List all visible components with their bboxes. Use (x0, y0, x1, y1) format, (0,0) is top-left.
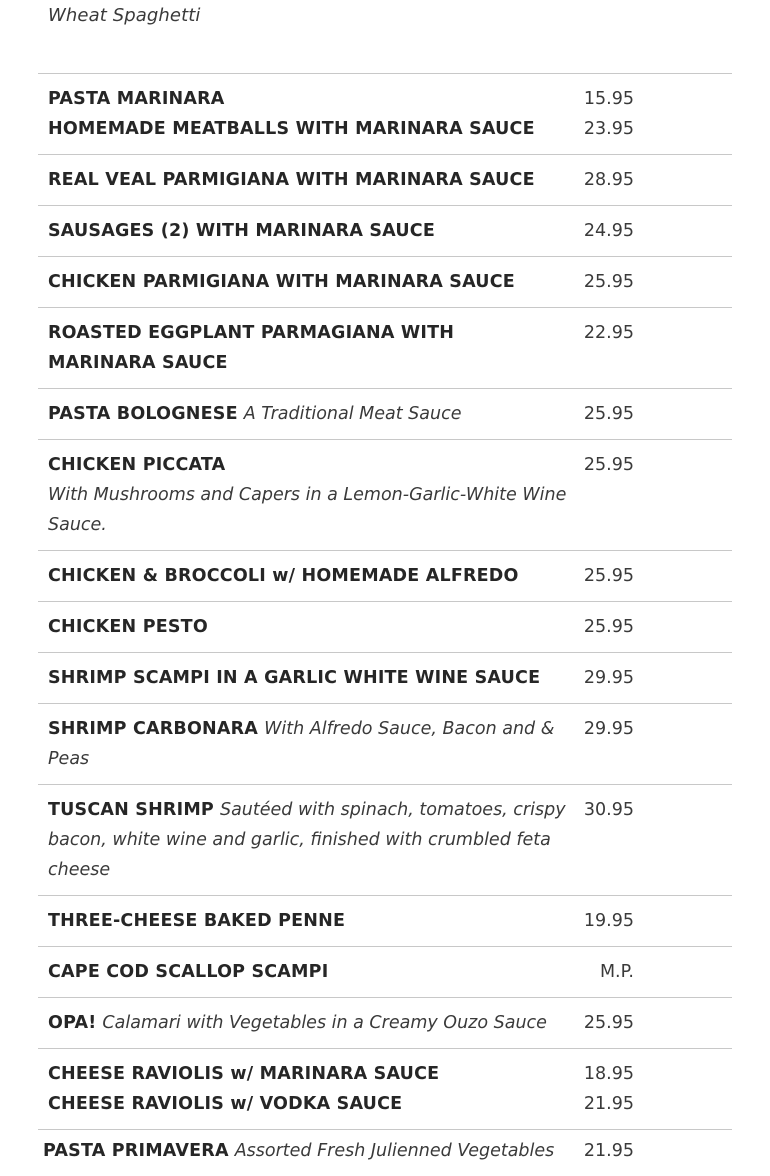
menu-item-description (48, 216, 568, 246)
menu-item (38, 652, 732, 703)
menu-item-description (48, 906, 568, 936)
menu-item-prices (584, 165, 634, 195)
menu-item-line (48, 1059, 568, 1089)
menu-item-line (48, 1089, 568, 1119)
dish-price: 18.95 (583, 1064, 634, 1084)
dish-name: CHICKEN PARMIGIANA WITH MARINARA SAUCE (48, 272, 515, 292)
menu-item-line (48, 165, 568, 195)
dish-name: TUSCAN SHRIMP (48, 800, 214, 820)
dish-note: A Traditional Meat Sauce (243, 404, 462, 424)
menu-item-description (48, 399, 568, 429)
menu-item-description (48, 957, 568, 987)
dish-note: Calamari with Vegetables in a Creamy Ouzo Sauce (102, 1013, 547, 1033)
menu-item-line (48, 663, 568, 693)
dish-name: CHICKEN & BROCCOLI w/ HOMEMADE ALFREDO (48, 566, 519, 586)
menu-item (38, 307, 732, 388)
menu-item-line (48, 906, 568, 936)
menu-item-description (48, 1059, 568, 1119)
dish-note: Assorted Fresh Julienned Vegetables (234, 1141, 555, 1161)
dish-name: CHEESE RAVIOLIS w/ VODKA SAUCE (48, 1094, 403, 1114)
dish-name: CHICKEN PICCATA (48, 455, 226, 475)
dish-price: 21.95 (583, 1141, 634, 1161)
menu-item-line (48, 114, 568, 144)
dish-price: 21.95 (583, 1094, 634, 1114)
dish-price: 19.95 (583, 911, 634, 931)
menu-item-prices (584, 1008, 634, 1038)
menu-item-description (48, 165, 568, 195)
dish-name: REAL VEAL PARMIGIANA WITH MARINARA SAUCE (48, 170, 535, 190)
menu-item-description (48, 318, 568, 378)
menu-item-prices (584, 318, 634, 348)
intro-text: Wheat Spaghetti (48, 5, 201, 26)
menu-item (38, 439, 732, 550)
menu-item-line (48, 267, 568, 297)
dish-name: ROASTED EGGPLANT PARMAGIANA WITH MARINARA SAUCE (48, 323, 455, 373)
menu-item-description (48, 450, 568, 540)
menu-item-line (48, 1008, 568, 1038)
dish-name: SAUSAGES (2) WITH MARINARA SAUCE (48, 221, 435, 241)
menu-item (38, 550, 732, 601)
menu-item-prices (584, 1059, 634, 1119)
menu-list (38, 73, 732, 1176)
menu-item-line (48, 318, 568, 378)
menu-item-prices (584, 663, 634, 693)
dish-name: PASTA PRIMAVERA (43, 1141, 229, 1161)
dish-name: PASTA MARINARA (48, 89, 225, 109)
menu-item-line (48, 450, 568, 540)
dish-name: CHEESE RAVIOLIS w/ MARINARA SAUCE (48, 1064, 440, 1084)
menu-item-prices (584, 612, 634, 642)
menu-item (38, 205, 732, 256)
dish-price: 25.95 (583, 566, 634, 586)
menu-item (38, 895, 732, 946)
dish-price: 25.95 (583, 272, 634, 292)
dish-name: SHRIMP SCAMPI IN A GARLIC WHITE WINE SAUCE (48, 668, 541, 688)
dish-price: 23.95 (583, 119, 634, 139)
menu-item-description (48, 1008, 568, 1038)
menu-item-line (48, 84, 568, 114)
menu-item-description (48, 267, 568, 297)
dish-price: 25.95 (583, 455, 634, 475)
dish-price: 29.95 (583, 719, 634, 739)
menu-item-prices (584, 267, 634, 297)
dish-name: HOMEMADE MEATBALLS WITH MARINARA SAUCE (48, 119, 535, 139)
dish-price: 28.95 (583, 170, 634, 190)
menu-item (38, 946, 732, 997)
menu-item-line (48, 795, 568, 885)
menu-item-prices (584, 795, 634, 825)
menu-item-description (48, 663, 568, 693)
dish-price: 29.95 (583, 668, 634, 688)
menu-item-prices (584, 399, 634, 429)
dish-name: PASTA BOLOGNESE (48, 404, 238, 424)
dish-name: CAPE COD SCALLOP SCAMPI (48, 962, 329, 982)
menu-item (38, 601, 732, 652)
menu-item (38, 73, 732, 154)
menu-item (38, 154, 732, 205)
dish-price: 30.95 (583, 800, 634, 820)
menu-item-prices (584, 450, 634, 480)
menu-item (38, 256, 732, 307)
menu-item-description (48, 561, 568, 591)
dish-price: 25.95 (583, 1013, 634, 1033)
dish-price: 25.95 (583, 404, 634, 424)
dish-price: 15.95 (583, 89, 634, 109)
menu-item-description (48, 612, 568, 642)
dish-note: With Mushrooms and Capers in a Lemon-Garlic-White Wine Sauce. (48, 485, 567, 535)
menu-item-prices (584, 216, 634, 246)
menu-item-line (48, 957, 568, 987)
menu-item-line (48, 399, 568, 429)
dish-price: 25.95 (583, 617, 634, 637)
menu-item-line (48, 612, 568, 642)
menu-item-line (48, 714, 568, 774)
dish-price: M.P. (599, 962, 634, 982)
menu-item (38, 703, 732, 784)
menu-item-prices (584, 714, 634, 744)
menu-item-prices (584, 906, 634, 936)
menu-item (38, 997, 732, 1048)
menu-item-prices (584, 84, 634, 144)
menu-item (38, 1129, 732, 1176)
dish-name: SHRIMP CARBONARA (48, 719, 259, 739)
menu-item-prices (584, 561, 634, 591)
dish-price: 24.95 (583, 221, 634, 241)
menu-item-prices (600, 957, 634, 987)
dish-name: CHICKEN PESTO (48, 617, 208, 637)
dish-name: OPA! (48, 1013, 97, 1033)
menu-item (38, 1048, 732, 1129)
dish-note: With Alfredo Sauce, Bacon and & Peas (48, 719, 555, 769)
menu-item (38, 784, 732, 895)
menu-item-description (48, 795, 568, 885)
menu-item-line (48, 561, 568, 591)
menu-item-description (48, 714, 568, 774)
menu-item-line (48, 216, 568, 246)
menu-item (38, 388, 732, 439)
dish-note: Sautéed with spinach, tomatoes, crispy bacon, white wine and garlic, finished with crumbled feta cheese (48, 800, 566, 880)
dish-price: 22.95 (583, 323, 634, 343)
menu-item-description (48, 84, 568, 144)
dish-name: THREE-CHEESE BAKED PENNE (48, 911, 346, 931)
